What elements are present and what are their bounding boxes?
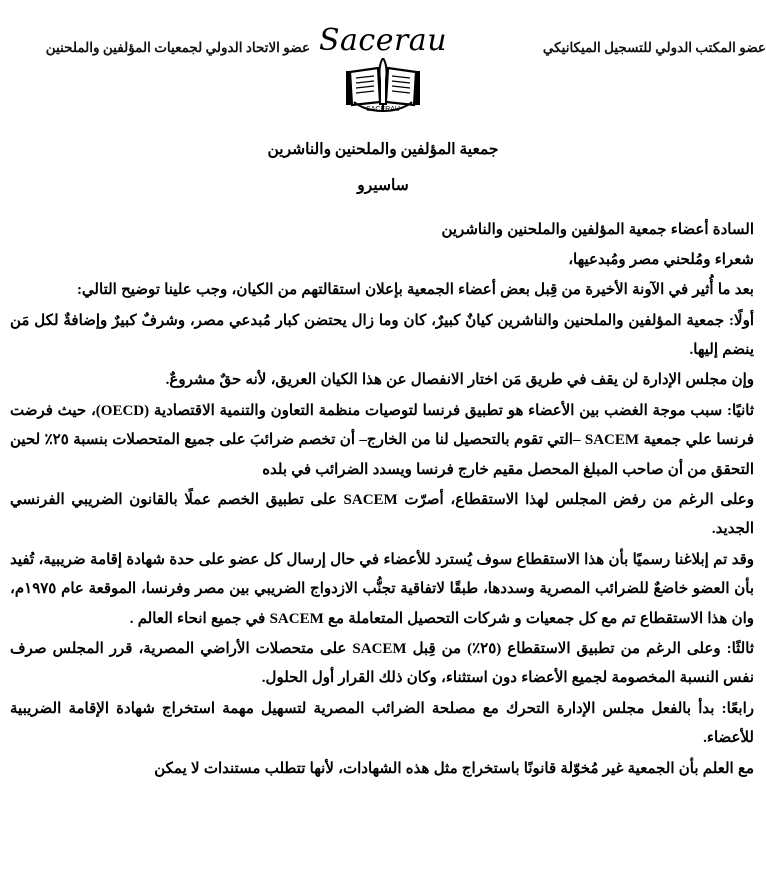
- sacerau-logo: [303, 23, 463, 114]
- salutation-line-1: السادة أعضاء جمعية المؤلفين والملحنين والناشرين: [441, 221, 754, 238]
- paragraph-refund: وقد تم إبلاغنا رسميًا بأن هذا الاستقطاع سوف يُسترد للأعضاء في حال إرسال كل عضو على حدة شهادة إقامة ضريبية، تُفيد بأن العضو خاضعٌ للضرائب المصرية وسددها، طبقًا لاتفاقية تجنُّب الازدواج الضريبي بين مصر وفرنسا، الموقعة عام ١٩٧٥م، وان هذا الاستقطاع تم مع كل جمعيات و شركات التحصيل المتعاملة مع SACEM في جميع انحاء العالم .: [10, 551, 754, 627]
- paragraph-note: مع العلم بأن الجمعية غير مُخوّلة قانونًا باستخراج مثل هذه الشهادات، لأنها تتطلب مستندات لا يمكن: [154, 760, 754, 777]
- open-book-emblem-icon: [303, 58, 463, 114]
- paragraph-sacem-insist: وعلى الرغم من رفض المجلس لهذا الاستقطاع، أصرّت SACEM على تطبيق الخصم عملًا بالقانون الضريبي الفرنسي الجديد.: [10, 492, 754, 538]
- paragraph-fourth: رابعًا: بدأ بالفعل مجلس الإدارة التحرك مع مصلحة الضرائب المصرية لتسهيل مهمة استخراج شهادة الإقامة الضريبية للأعضاء.: [10, 700, 754, 747]
- paragraph-board-note: وإن مجلس الإدارة لن يقف في طريق مَن اختار الانفصال عن هذا الكيان العريق، لأنه حقٌ مشروعٌ.: [165, 372, 754, 389]
- emblem-caption: SACERAU: [366, 106, 400, 113]
- page-title: جمعية المؤلفين والملحنين والناشرين: [267, 141, 499, 158]
- salutation-line-2: شعراء ومُلحني مصر ومُبدعيها،: [568, 251, 754, 268]
- paragraph-intro: بعد ما أُثير في الآونة الأخيرة من قِبل بعض أعضاء الجمعية بإعلان استقالتهم من الكيان، وجب علينا توضيح التالي:: [76, 282, 754, 299]
- page-subtitle: ساسيرو: [357, 177, 409, 195]
- logo-wordmark: Sacerau: [318, 23, 448, 58]
- letter-body: [0, 216, 766, 784]
- letterhead: [0, 0, 766, 128]
- paragraph-third: ثالثًا: وعلى الرغم من تطبيق الاستقطاع (٢٥٪) من قِبل SACEM على متحصلات الأراضي المصرية، قرر المجلس صرف نفس النسبة المخصومة لجميع الأعضاء دون استثناء، وكان ذلك القرار أول الحلول.: [10, 640, 754, 687]
- letterhead-right-affiliation: عضو الاتحاد الدولي لجمعيات المؤلفين والملحنين: [45, 40, 310, 55]
- letterhead-left-affiliation: عضو المكتب الدولي للتسجيل الميكانيكي: [542, 40, 766, 55]
- paragraph-first: أولًا: جمعية المؤلفين والملحنين والناشرين كيانٌ كبيرٌ، كان وما زال يحتضن كبار مُبدعي مصر، وشرفٌ كبيرٌ وإضافةٌ لكل مَن ينضم إليها.: [10, 312, 754, 359]
- paragraph-second: ثانيًا: سبب موجة الغضب بين الأعضاء هو تطبيق فرنسا لتوصيات منظمة التعاون والتنمية الاقتصادية (OECD)، حيث فرضت فرنسا علي جمعية SACEM –التي تقوم بالتحصيل لنا من الخارج– أن تخصم ضرائبَ على جميع المتحصلات بنسبة ٢٥٪ لحين التحقق من أن صاحب المبلغ المحصل مقيم خارج فرنسا ويسدد الضرائب في بلده: [10, 402, 754, 478]
